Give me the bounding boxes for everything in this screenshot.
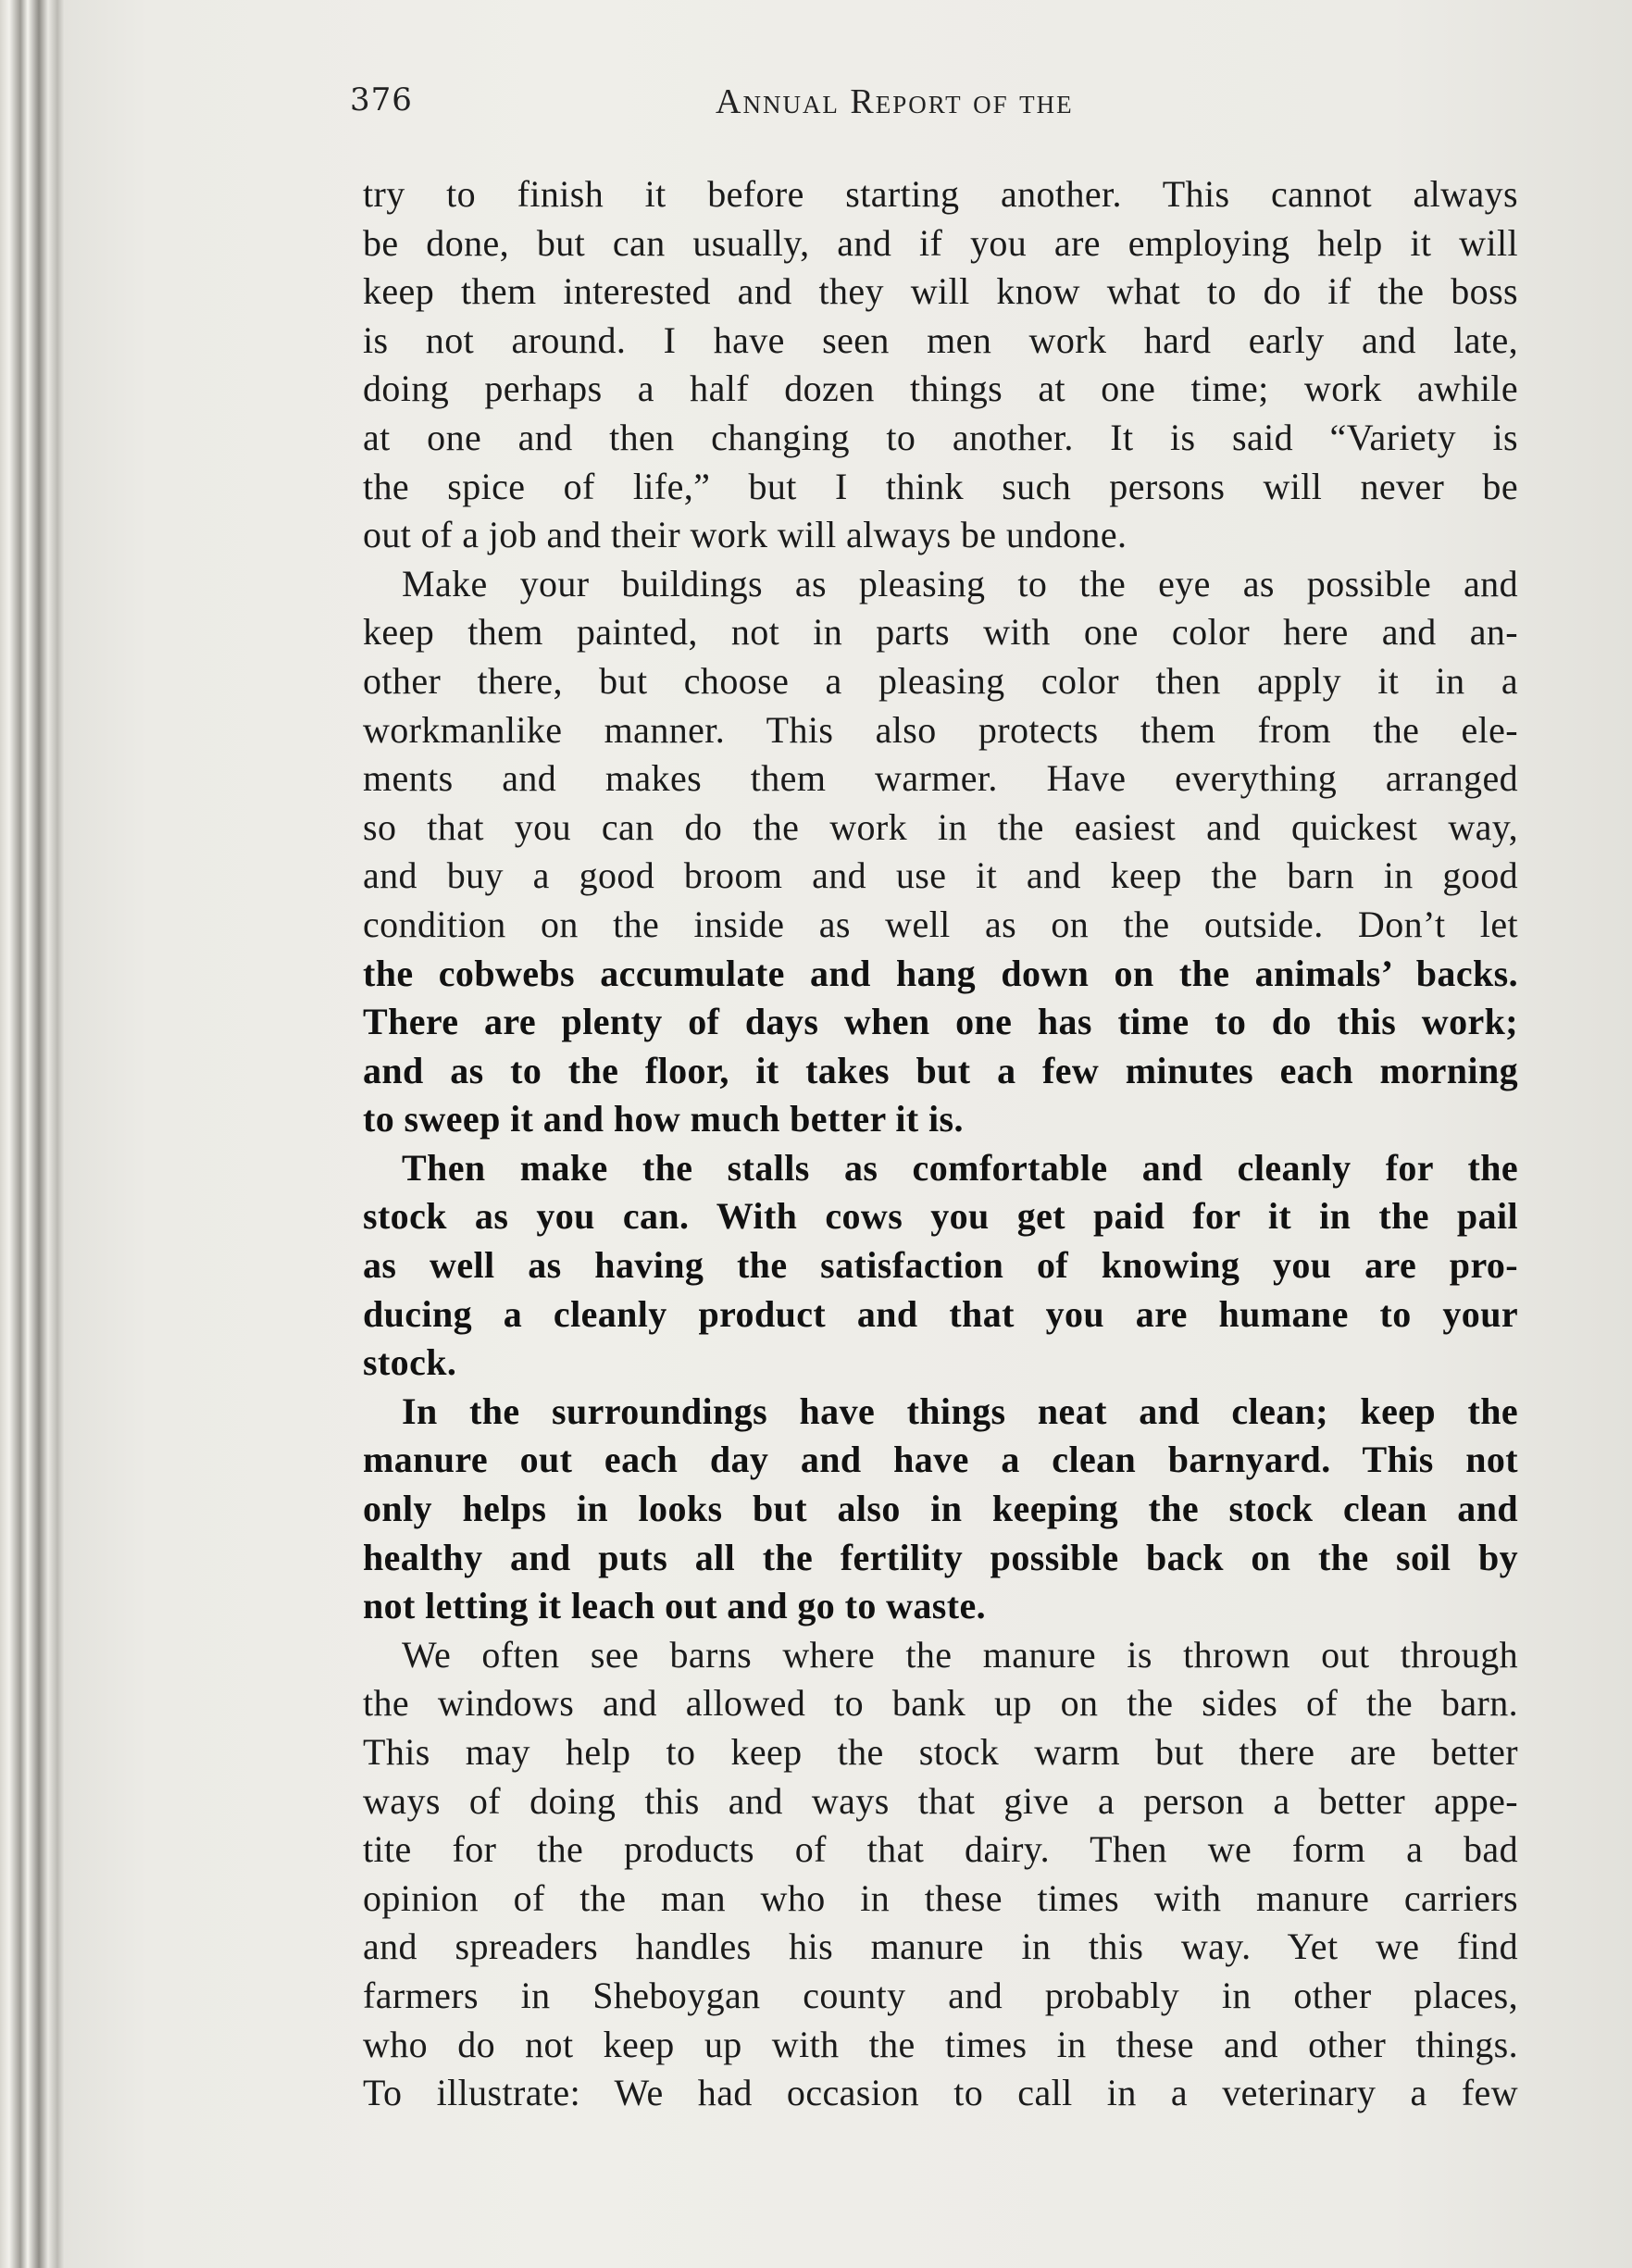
text-line: as well as having the satisfaction of knowing you are pro- xyxy=(363,1244,1518,1287)
text-line: ways of doing this and ways that give a person a better appe- xyxy=(363,1779,1518,1822)
text-line: who do not keep up with the times in these and other things. xyxy=(363,2023,1518,2065)
text-line: ducing a cleanly product and that you are humane to your xyxy=(363,1292,1518,1335)
text-line: other there, but choose a pleasing color then apply it in a xyxy=(363,659,1518,702)
text-line: at one and then changing to another. It is said “Variety is xyxy=(363,416,1518,458)
text-line: workmanlike manner. This also protects them from the ele- xyxy=(363,708,1518,751)
running-head-title: Annual Report of the xyxy=(716,82,1074,121)
text-line: manure out each day and have a clean barnyard. This not xyxy=(363,1439,1518,1481)
text-line: and as to the floor, it takes but a few minutes each morning xyxy=(363,1049,1518,1091)
text-line: to sweep it and how much better it is. xyxy=(363,1098,964,1140)
text-line: so that you can do the work in the easiest and quickest way, xyxy=(363,805,1518,848)
text-line: stock as you can. With cows you get paid for it in the pail xyxy=(363,1195,1518,1238)
text-line: In the surroundings have things neat and clean; keep the xyxy=(402,1389,1518,1432)
paragraph-3 xyxy=(363,1144,1518,1388)
text-line: keep them painted, not in parts with one color here and an- xyxy=(363,611,1518,654)
text-line: be done, but can usually, and if you are employing help it will xyxy=(363,221,1518,264)
text-line: and buy a good broom and use it and keep the barn in good xyxy=(363,854,1518,897)
text-line: only helps in looks but also in keeping the stock clean and xyxy=(363,1488,1518,1530)
book-binding-edge xyxy=(0,0,65,2268)
body-text xyxy=(363,170,1518,2118)
text-line: Then make the stalls as comfortable and cleanly for the xyxy=(402,1146,1518,1189)
paragraph-5 xyxy=(363,1631,1518,2118)
text-line: healthy and puts all the fertility possible back on the soil by xyxy=(363,1536,1518,1578)
text-line: We often see barns where the manure is thrown out through xyxy=(402,1633,1518,1676)
text-line: the cobwebs accumulate and hang down on the animals’ backs. xyxy=(363,952,1518,994)
text-line: stock. xyxy=(363,1341,457,1384)
paragraph-4 xyxy=(363,1388,1518,1631)
text-line: the windows and allowed to bank up on the sides of the barn. xyxy=(363,1682,1518,1725)
text-line: condition on the inside as well as on the outside. Don’t let xyxy=(363,903,1518,945)
text-line: not letting it leach out and go to waste. xyxy=(363,1585,987,1627)
text-line: There are plenty of days when one has time to do this work; xyxy=(363,1001,1518,1043)
page-number: 376 xyxy=(350,81,413,118)
text-line: doing perhaps a half dozen things at one time; work awhile xyxy=(363,368,1518,410)
text-line: To illustrate: We had occasion to call in a veterinary a few xyxy=(363,2072,1518,2114)
text-line: farmers in Sheboygan county and probably in other places, xyxy=(363,1974,1518,2016)
text-line: Make your buildings as pleasing to the eye as possible and xyxy=(402,562,1518,604)
paragraph-2 xyxy=(363,560,1518,1144)
text-line: the spice of life,” but I think such persons will never be xyxy=(363,465,1518,507)
paragraph-1 xyxy=(363,170,1518,560)
text-line: try to finish it before starting another. This cannot always xyxy=(363,173,1518,215)
text-line: opinion of the man who in these times with manure carriers xyxy=(363,1876,1518,1919)
running-head xyxy=(350,81,1516,137)
text-line: is not around. I have seen men work hard early and late, xyxy=(363,318,1518,361)
text-line: and spreaders handles his manure in this way. Yet we find xyxy=(363,1925,1518,1968)
text-line: tite for the products of that dairy. Then we form a bad xyxy=(363,1828,1518,1871)
text-line: keep them interested and they will know what to do if the boss xyxy=(363,270,1518,313)
text-line: out of a job and their work will always be undone. xyxy=(363,514,1127,556)
text-line: ments and makes them warmer. Have everything arranged xyxy=(363,757,1518,800)
text-line: This may help to keep the stock warm but there are better xyxy=(363,1731,1518,1773)
